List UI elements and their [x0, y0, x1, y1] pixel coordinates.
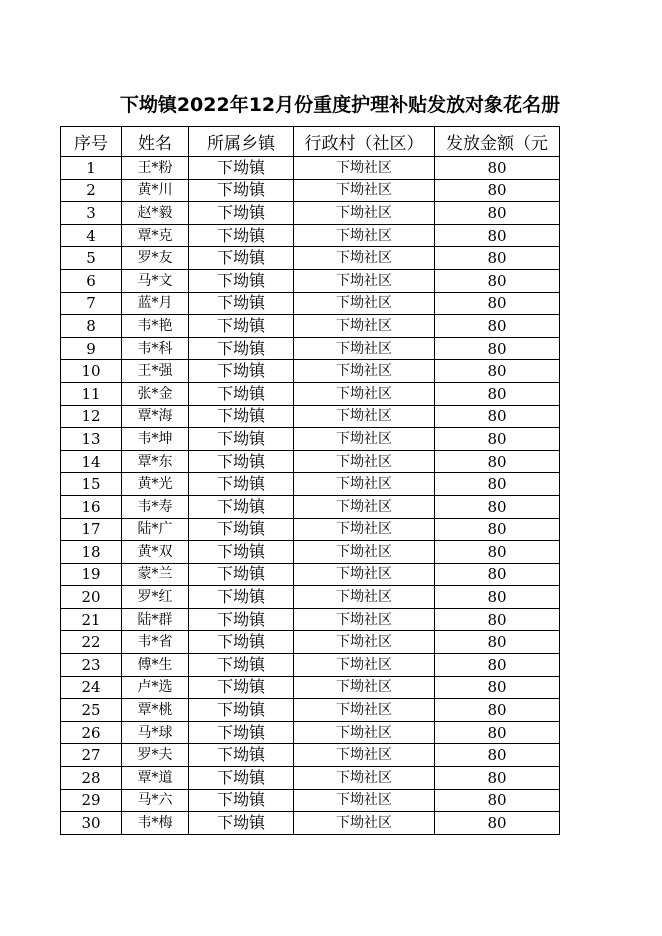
cell-name: 韦*科 — [122, 337, 189, 360]
table-row — [61, 405, 560, 428]
cell-amount: 80 — [435, 382, 560, 405]
table-row — [61, 473, 560, 496]
cell-amount: 80 — [435, 518, 560, 541]
cell-serial-number: 23 — [61, 654, 122, 677]
cell-village: 下坳社区 — [294, 767, 435, 790]
header-amount: 发放金额（元 — [435, 127, 560, 157]
table-row — [61, 315, 560, 338]
table-row — [61, 428, 560, 451]
cell-town: 下坳镇 — [189, 292, 294, 315]
cell-name: 覃*桃 — [122, 699, 189, 722]
cell-town: 下坳镇 — [189, 202, 294, 225]
cell-village: 下坳社区 — [294, 721, 435, 744]
table-row — [61, 360, 560, 383]
cell-serial-number: 18 — [61, 541, 122, 564]
cell-serial-number: 12 — [61, 405, 122, 428]
cell-name: 傅*生 — [122, 654, 189, 677]
cell-amount: 80 — [435, 202, 560, 225]
table-row — [61, 382, 560, 405]
table-row — [61, 541, 560, 564]
cell-name: 罗*友 — [122, 247, 189, 270]
table-row — [61, 631, 560, 654]
table-row — [61, 224, 560, 247]
cell-village: 下坳社区 — [294, 157, 435, 180]
cell-serial-number: 8 — [61, 315, 122, 338]
cell-serial-number: 28 — [61, 767, 122, 790]
cell-village: 下坳社区 — [294, 337, 435, 360]
cell-name: 覃*东 — [122, 450, 189, 473]
cell-name: 覃*道 — [122, 767, 189, 790]
cell-town: 下坳镇 — [189, 157, 294, 180]
cell-village: 下坳社区 — [294, 495, 435, 518]
cell-village: 下坳社区 — [294, 247, 435, 270]
cell-town: 下坳镇 — [189, 744, 294, 767]
cell-amount: 80 — [435, 608, 560, 631]
cell-amount: 80 — [435, 428, 560, 451]
cell-amount: 80 — [435, 699, 560, 722]
cell-town: 下坳镇 — [189, 269, 294, 292]
cell-amount: 80 — [435, 157, 560, 180]
cell-amount: 80 — [435, 360, 560, 383]
cell-town: 下坳镇 — [189, 586, 294, 609]
cell-town: 下坳镇 — [189, 315, 294, 338]
cell-town: 下坳镇 — [189, 473, 294, 496]
roster-table — [60, 126, 560, 835]
cell-serial-number: 20 — [61, 586, 122, 609]
cell-town: 下坳镇 — [189, 179, 294, 202]
cell-amount: 80 — [435, 247, 560, 270]
cell-village: 下坳社区 — [294, 699, 435, 722]
cell-village: 下坳社区 — [294, 608, 435, 631]
table-row — [61, 450, 560, 473]
cell-village: 下坳社区 — [294, 292, 435, 315]
cell-amount: 80 — [435, 337, 560, 360]
table-row — [61, 699, 560, 722]
cell-serial-number: 21 — [61, 608, 122, 631]
cell-serial-number: 22 — [61, 631, 122, 654]
cell-village: 下坳社区 — [294, 518, 435, 541]
cell-village: 下坳社区 — [294, 473, 435, 496]
cell-name: 王*强 — [122, 360, 189, 383]
cell-town: 下坳镇 — [189, 789, 294, 812]
cell-village: 下坳社区 — [294, 654, 435, 677]
cell-serial-number: 6 — [61, 269, 122, 292]
cell-town: 下坳镇 — [189, 450, 294, 473]
table-row — [61, 292, 560, 315]
table-row — [61, 586, 560, 609]
cell-name: 王*粉 — [122, 157, 189, 180]
header-town: 所属乡镇 — [189, 127, 294, 157]
cell-name: 罗*红 — [122, 586, 189, 609]
cell-town: 下坳镇 — [189, 337, 294, 360]
cell-amount: 80 — [435, 269, 560, 292]
cell-name: 黄*光 — [122, 473, 189, 496]
cell-serial-number: 2 — [61, 179, 122, 202]
cell-name: 张*金 — [122, 382, 189, 405]
cell-amount: 80 — [435, 767, 560, 790]
header-name: 姓名 — [122, 127, 189, 157]
cell-amount: 80 — [435, 495, 560, 518]
cell-town: 下坳镇 — [189, 360, 294, 383]
cell-town: 下坳镇 — [189, 541, 294, 564]
cell-town: 下坳镇 — [189, 495, 294, 518]
table-row — [61, 812, 560, 835]
cell-serial-number: 16 — [61, 495, 122, 518]
cell-serial-number: 19 — [61, 563, 122, 586]
cell-amount: 80 — [435, 292, 560, 315]
cell-serial-number: 15 — [61, 473, 122, 496]
cell-village: 下坳社区 — [294, 541, 435, 564]
cell-name: 韦*坤 — [122, 428, 189, 451]
table-row — [61, 767, 560, 790]
table-row — [61, 269, 560, 292]
cell-name: 韦*寿 — [122, 495, 189, 518]
cell-name: 赵*毅 — [122, 202, 189, 225]
cell-serial-number: 17 — [61, 518, 122, 541]
cell-serial-number: 4 — [61, 224, 122, 247]
cell-town: 下坳镇 — [189, 608, 294, 631]
cell-village: 下坳社区 — [294, 450, 435, 473]
cell-amount: 80 — [435, 224, 560, 247]
table-row — [61, 721, 560, 744]
cell-name: 黄*双 — [122, 541, 189, 564]
table-row — [61, 563, 560, 586]
cell-village: 下坳社区 — [294, 586, 435, 609]
cell-amount: 80 — [435, 541, 560, 564]
cell-amount: 80 — [435, 789, 560, 812]
header-village: 行政村（社区） — [294, 127, 435, 157]
cell-town: 下坳镇 — [189, 405, 294, 428]
cell-amount: 80 — [435, 405, 560, 428]
cell-name: 蒙*兰 — [122, 563, 189, 586]
cell-serial-number: 25 — [61, 699, 122, 722]
cell-name: 陆*广 — [122, 518, 189, 541]
cell-name: 马*球 — [122, 721, 189, 744]
page-title: 下坳镇2022年12月份重度护理补贴发放对象花名册 — [119, 94, 561, 116]
table-row — [61, 495, 560, 518]
cell-serial-number: 30 — [61, 812, 122, 835]
cell-serial-number: 9 — [61, 337, 122, 360]
cell-amount: 80 — [435, 473, 560, 496]
cell-name: 覃*海 — [122, 405, 189, 428]
cell-serial-number: 14 — [61, 450, 122, 473]
cell-town: 下坳镇 — [189, 518, 294, 541]
cell-amount: 80 — [435, 563, 560, 586]
cell-serial-number: 7 — [61, 292, 122, 315]
cell-village: 下坳社区 — [294, 428, 435, 451]
cell-name: 罗*夫 — [122, 744, 189, 767]
cell-town: 下坳镇 — [189, 699, 294, 722]
cell-amount: 80 — [435, 450, 560, 473]
table-row — [61, 157, 560, 180]
cell-name: 韦*梅 — [122, 812, 189, 835]
cell-serial-number: 3 — [61, 202, 122, 225]
cell-village: 下坳社区 — [294, 382, 435, 405]
table-body — [61, 157, 560, 835]
cell-serial-number: 24 — [61, 676, 122, 699]
cell-town: 下坳镇 — [189, 563, 294, 586]
cell-amount: 80 — [435, 721, 560, 744]
cell-town: 下坳镇 — [189, 247, 294, 270]
cell-serial-number: 29 — [61, 789, 122, 812]
cell-town: 下坳镇 — [189, 224, 294, 247]
table-row — [61, 179, 560, 202]
cell-name: 陆*群 — [122, 608, 189, 631]
cell-amount: 80 — [435, 654, 560, 677]
cell-name: 韦*艳 — [122, 315, 189, 338]
cell-village: 下坳社区 — [294, 631, 435, 654]
cell-amount: 80 — [435, 631, 560, 654]
cell-serial-number: 5 — [61, 247, 122, 270]
table-row — [61, 789, 560, 812]
cell-village: 下坳社区 — [294, 812, 435, 835]
cell-village: 下坳社区 — [294, 315, 435, 338]
table-header-row — [61, 127, 560, 157]
cell-amount: 80 — [435, 676, 560, 699]
cell-amount: 80 — [435, 812, 560, 835]
cell-serial-number: 1 — [61, 157, 122, 180]
cell-name: 马*六 — [122, 789, 189, 812]
cell-town: 下坳镇 — [189, 382, 294, 405]
cell-amount: 80 — [435, 179, 560, 202]
table-row — [61, 608, 560, 631]
cell-village: 下坳社区 — [294, 676, 435, 699]
cell-serial-number: 13 — [61, 428, 122, 451]
cell-village: 下坳社区 — [294, 202, 435, 225]
cell-name: 蓝*月 — [122, 292, 189, 315]
cell-village: 下坳社区 — [294, 179, 435, 202]
table-row — [61, 654, 560, 677]
header-serial-number: 序号 — [61, 127, 122, 157]
cell-town: 下坳镇 — [189, 812, 294, 835]
cell-serial-number: 26 — [61, 721, 122, 744]
cell-serial-number: 11 — [61, 382, 122, 405]
cell-village: 下坳社区 — [294, 224, 435, 247]
table-row — [61, 247, 560, 270]
cell-village: 下坳社区 — [294, 405, 435, 428]
cell-village: 下坳社区 — [294, 744, 435, 767]
cell-serial-number: 27 — [61, 744, 122, 767]
cell-amount: 80 — [435, 744, 560, 767]
cell-serial-number: 10 — [61, 360, 122, 383]
cell-town: 下坳镇 — [189, 654, 294, 677]
cell-name: 黄*川 — [122, 179, 189, 202]
cell-name: 卢*选 — [122, 676, 189, 699]
cell-town: 下坳镇 — [189, 676, 294, 699]
cell-town: 下坳镇 — [189, 428, 294, 451]
cell-town: 下坳镇 — [189, 631, 294, 654]
cell-name: 马*文 — [122, 269, 189, 292]
cell-town: 下坳镇 — [189, 721, 294, 744]
cell-village: 下坳社区 — [294, 360, 435, 383]
cell-amount: 80 — [435, 586, 560, 609]
cell-village: 下坳社区 — [294, 269, 435, 292]
table-row — [61, 676, 560, 699]
cell-town: 下坳镇 — [189, 767, 294, 790]
cell-name: 覃*克 — [122, 224, 189, 247]
table-row — [61, 518, 560, 541]
cell-village: 下坳社区 — [294, 789, 435, 812]
table-row — [61, 744, 560, 767]
cell-amount: 80 — [435, 315, 560, 338]
cell-name: 韦*省 — [122, 631, 189, 654]
table-row — [61, 337, 560, 360]
table-row — [61, 202, 560, 225]
cell-village: 下坳社区 — [294, 563, 435, 586]
